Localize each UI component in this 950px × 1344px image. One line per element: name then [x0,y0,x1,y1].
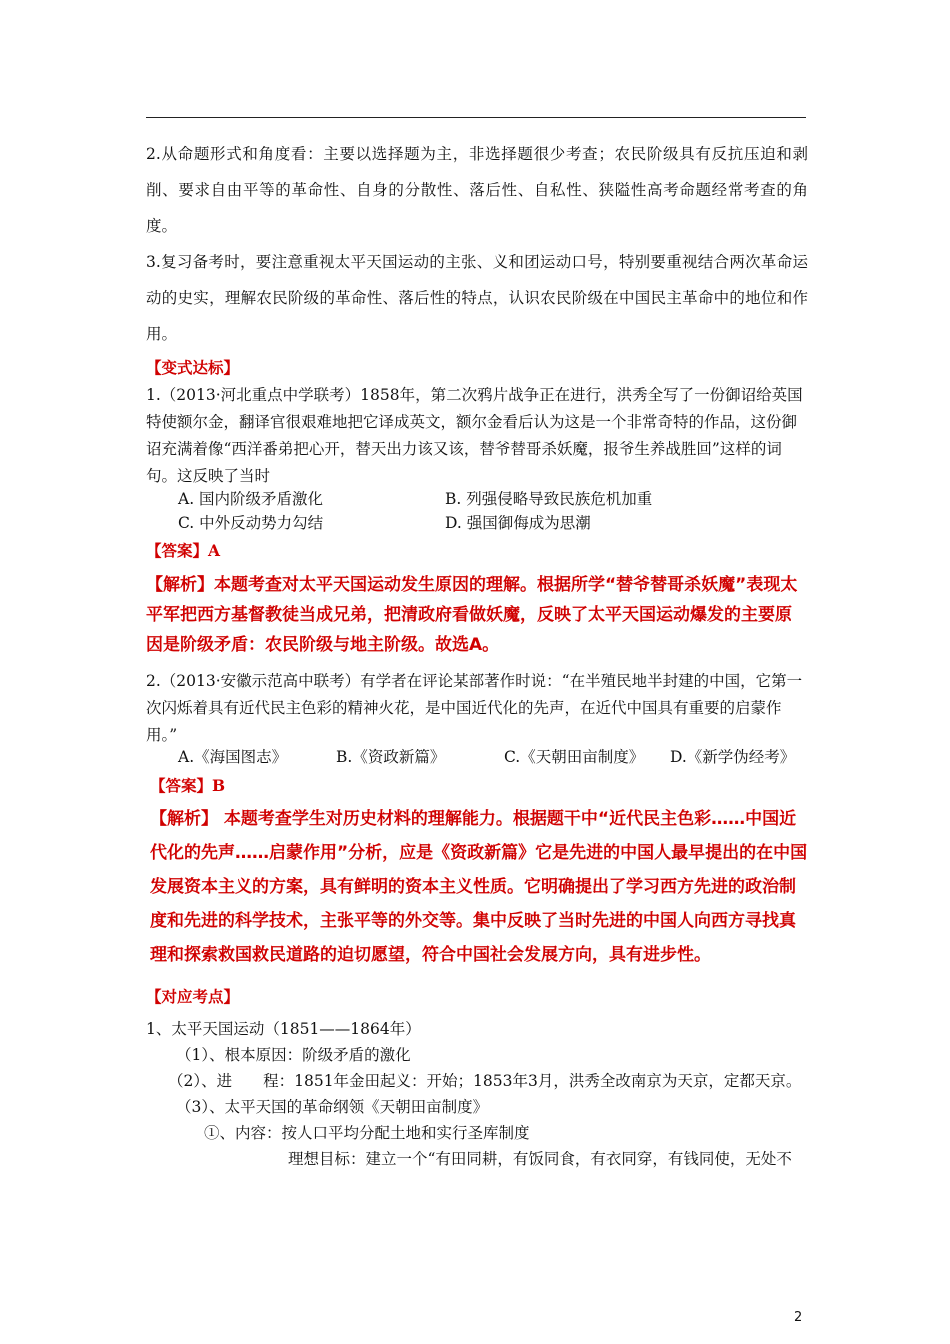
q2-option-b: B.《资政新篇》 [336,748,446,766]
q1-option-c: C. 中外反动势力勾结 [178,514,324,532]
q1-option-a: A. 国内阶级矛盾激化 [178,490,324,508]
q1-stem: 1.（2013·河北重点中学联考）1858年，第二次鸦片战争正在进行，洪秀全写了一份御诏给英国特使额尔金，翻译官很艰难地把它译成英文，额尔金看后认为这是一个非常奇特的作品，这份御诏充满着像“西洋番弟把心开，替天出力该又该，替爷替哥杀妖魔，报爷生养战胜回”这样的词句。这反映了当时 [146,386,803,485]
q2-answer-tag: 【答案】 [150,776,213,795]
q1-analysis: 【解析】本题考查对太平天国运动发生原因的理解。根据所学“替爷替哥杀妖魔”表现太平军把西方基督教徒当成兄弟，把清政府看做妖魔，反映了太平天国运动爆发的主要原因是阶级矛盾：农民阶级与地主阶级。故选A。 [146,575,798,655]
q2-stem: 2.（2013·安徽示范高中联考）有学者在评论某部著作时说：“在半殖民地半封建的中国，它第一次闪烁着具有近代民主色彩的精神火花，是中国近代化的先声，在近代中国具有重要的启蒙作用。” [146,672,803,744]
q2-analysis: 【解析】 本题考查学生对历史材料的理解能力。根据题干中“近代民主色彩……中国近代化的先声……启蒙作用”分析，应是《资政新篇》它是先进的中国人最早提出的在中国发展资本主义的方案，具有鲜明的资本主义性质。它明确提出了学习西方先进的政治制度和先进的科学技术，主张平等的外交等。集中反映了当时先进的中国人向西方寻找真理和探索救国救民道路的迫切愿望，符合中国社会发展方向，具有进步性。 [150,809,808,965]
q1-answer-tag: 【答案】 [146,541,209,560]
q1-answer [146,537,220,565]
point-line-1: 1、太平天国运动（1851——1864年） [146,1020,421,1038]
q2-option-c: C.《天朝田亩制度》 [504,748,645,766]
q2-option-a: A.《海国图志》 [178,748,288,766]
section-points-heading: 【对应考点】 [146,987,240,1006]
section-variant-heading: 【变式达标】 [146,358,240,377]
intro-paragraph-2: 2.从命题形式和角度看：主要以选择题为主，非选择题很少考查；农民阶级具有反抗压迫和剥削、要求自由平等的革命性、自身的分散性、落后性、自私性、狭隘性高考命题经常考查的角度。 [146,145,808,235]
point-line-2: （1）、根本原因：阶级矛盾的激化 [176,1046,411,1064]
header-rule [146,117,806,118]
intro-paragraph-3: 3.复习备考时，要注意重视太平天国运动的主张、义和团运动口号，特别要重视结合两次革命运动的史实，理解农民阶级的革命性、落后性的特点，认识农民阶级在中国民主革命中的地位和作用。 [146,253,808,343]
q2-answer-value: B [212,776,226,795]
point-line-6: 理想目标：建立一个“有田同耕，有饭同食，有衣同穿，有钱同使，无处不 [288,1150,792,1168]
q1-answer-value: A [208,541,221,560]
point-line-3: （2）、进 程：1851年金田起义：开始；1853年3月，洪秀全改南京为天京，定都天京。 [168,1072,802,1090]
q1-option-b: B. 列强侵略导致民族危机加重 [445,490,653,508]
page-number: 2 [794,1310,803,1325]
q2-answer [150,772,225,800]
point-line-4: （3）、太平天国的革命纲领《天朝田亩制度》 [176,1098,489,1116]
q2-option-d: D.《新学伪经考》 [670,748,796,766]
q1-option-d: D. 强国御侮成为思潮 [445,514,591,532]
point-line-5: ①、内容：按人口平均分配土地和实行圣库制度 [204,1124,530,1142]
